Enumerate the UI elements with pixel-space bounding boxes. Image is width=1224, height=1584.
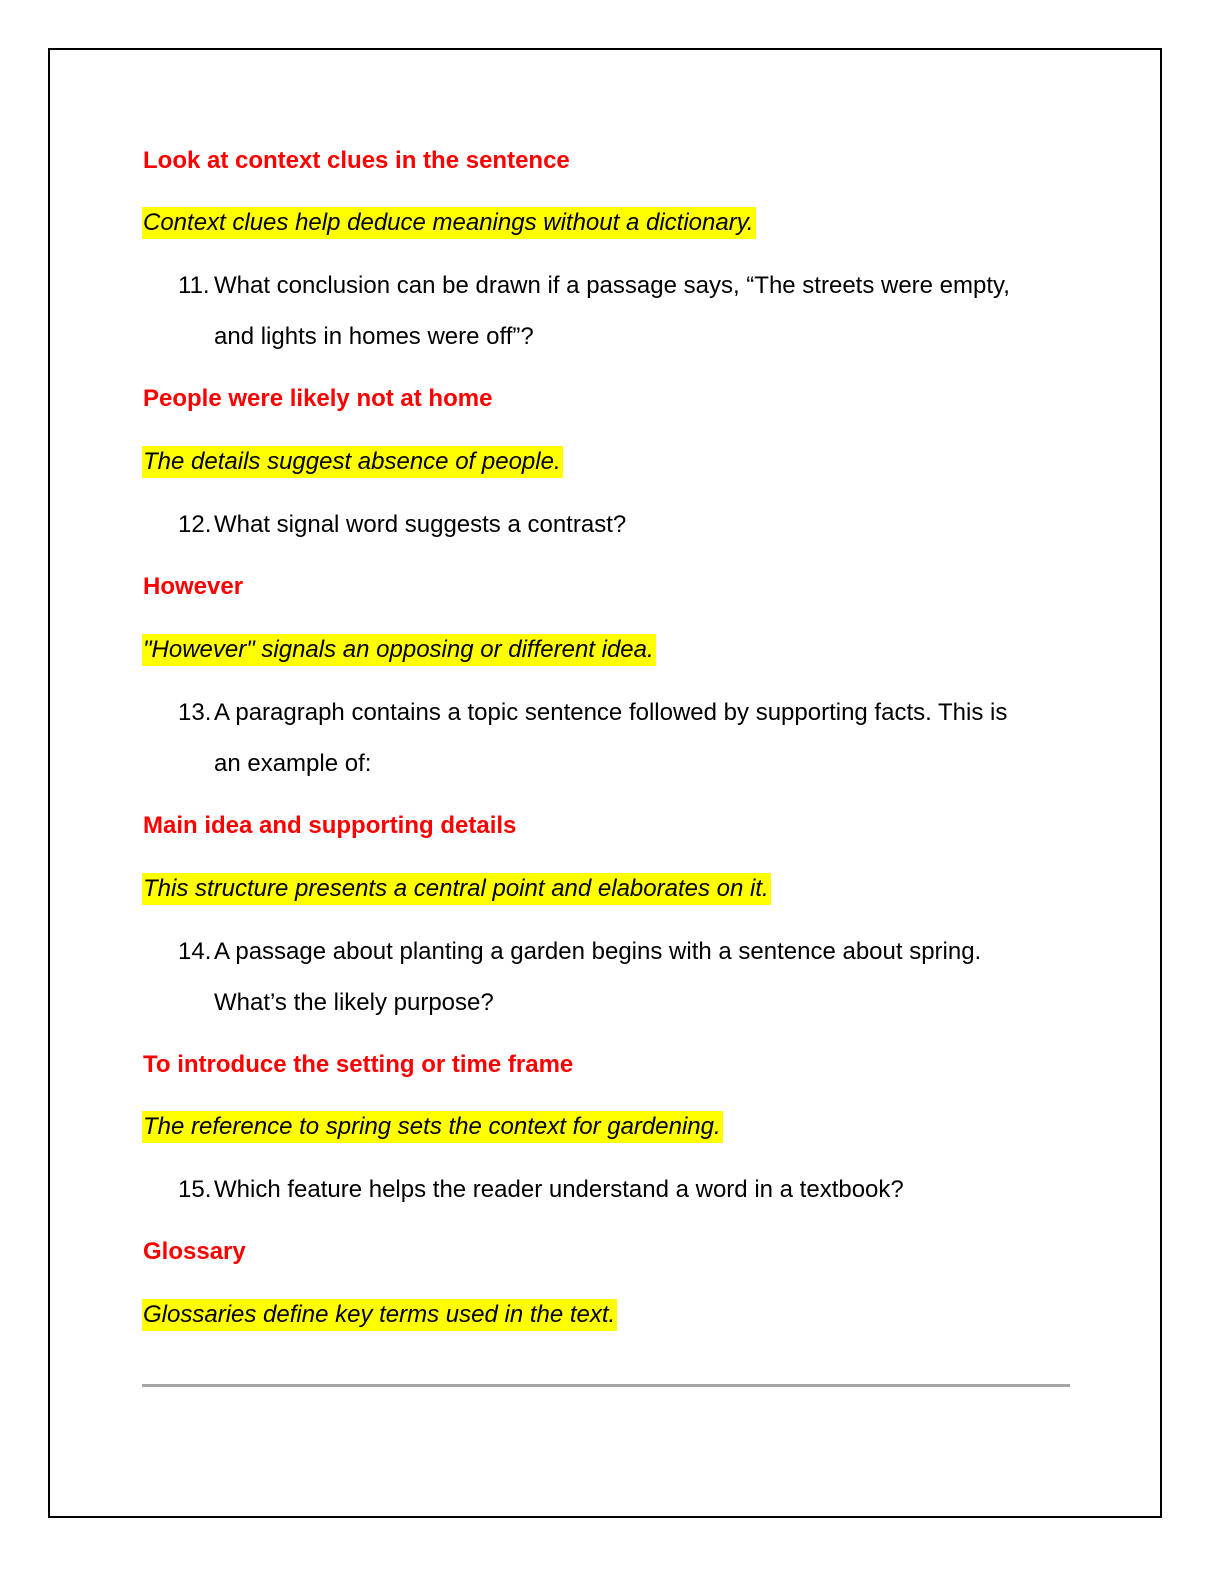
explanation	[142, 447, 563, 477]
question-number: 15.	[178, 1176, 212, 1203]
highlight: This structure presents a central point and elaborates on it.	[142, 873, 771, 905]
question-number: 11.	[178, 272, 210, 299]
highlight: "However" signals an opposing or different idea.	[142, 634, 656, 666]
answer-heading: To introduce the setting or time frame	[143, 1051, 574, 1078]
question-number: 13.	[178, 699, 212, 726]
question-number: 12.	[178, 511, 212, 538]
explanation	[142, 1300, 617, 1330]
answer-heading: People were likely not at home	[143, 385, 493, 412]
question-number: 14.	[178, 938, 212, 965]
explanation	[142, 208, 756, 238]
highlight: Glossaries define key terms used in the text.	[142, 1299, 617, 1331]
highlight: Context clues help deduce meanings without a dictionary.	[142, 207, 756, 239]
answer-heading: Look at context clues in the sentence	[143, 147, 570, 174]
question-text: and lights in homes were off”?	[214, 323, 534, 350]
question-text: What’s the likely purpose?	[214, 989, 494, 1016]
explanation	[142, 635, 656, 665]
explanation	[142, 874, 771, 904]
question-text: an example of:	[214, 750, 372, 777]
answer-heading: Glossary	[143, 1238, 246, 1265]
page-border	[48, 48, 1162, 1518]
question-text: Which feature helps the reader understand a word in a textbook?	[214, 1176, 904, 1203]
question-text: What conclusion can be drawn if a passage says, “The streets were empty,	[214, 272, 1010, 299]
answer-heading: However	[143, 573, 244, 600]
answer-heading: Main idea and supporting details	[143, 812, 517, 839]
highlight: The reference to spring sets the context for gardening.	[142, 1111, 723, 1143]
question-text: What signal word suggests a contrast?	[214, 511, 627, 538]
horizontal-divider	[142, 1384, 1070, 1387]
highlight: The details suggest absence of people.	[142, 446, 563, 478]
question-text: A paragraph contains a topic sentence followed by supporting facts. This is	[214, 699, 1008, 726]
question-text: A passage about planting a garden begins with a sentence about spring.	[214, 938, 982, 965]
explanation	[142, 1112, 723, 1142]
